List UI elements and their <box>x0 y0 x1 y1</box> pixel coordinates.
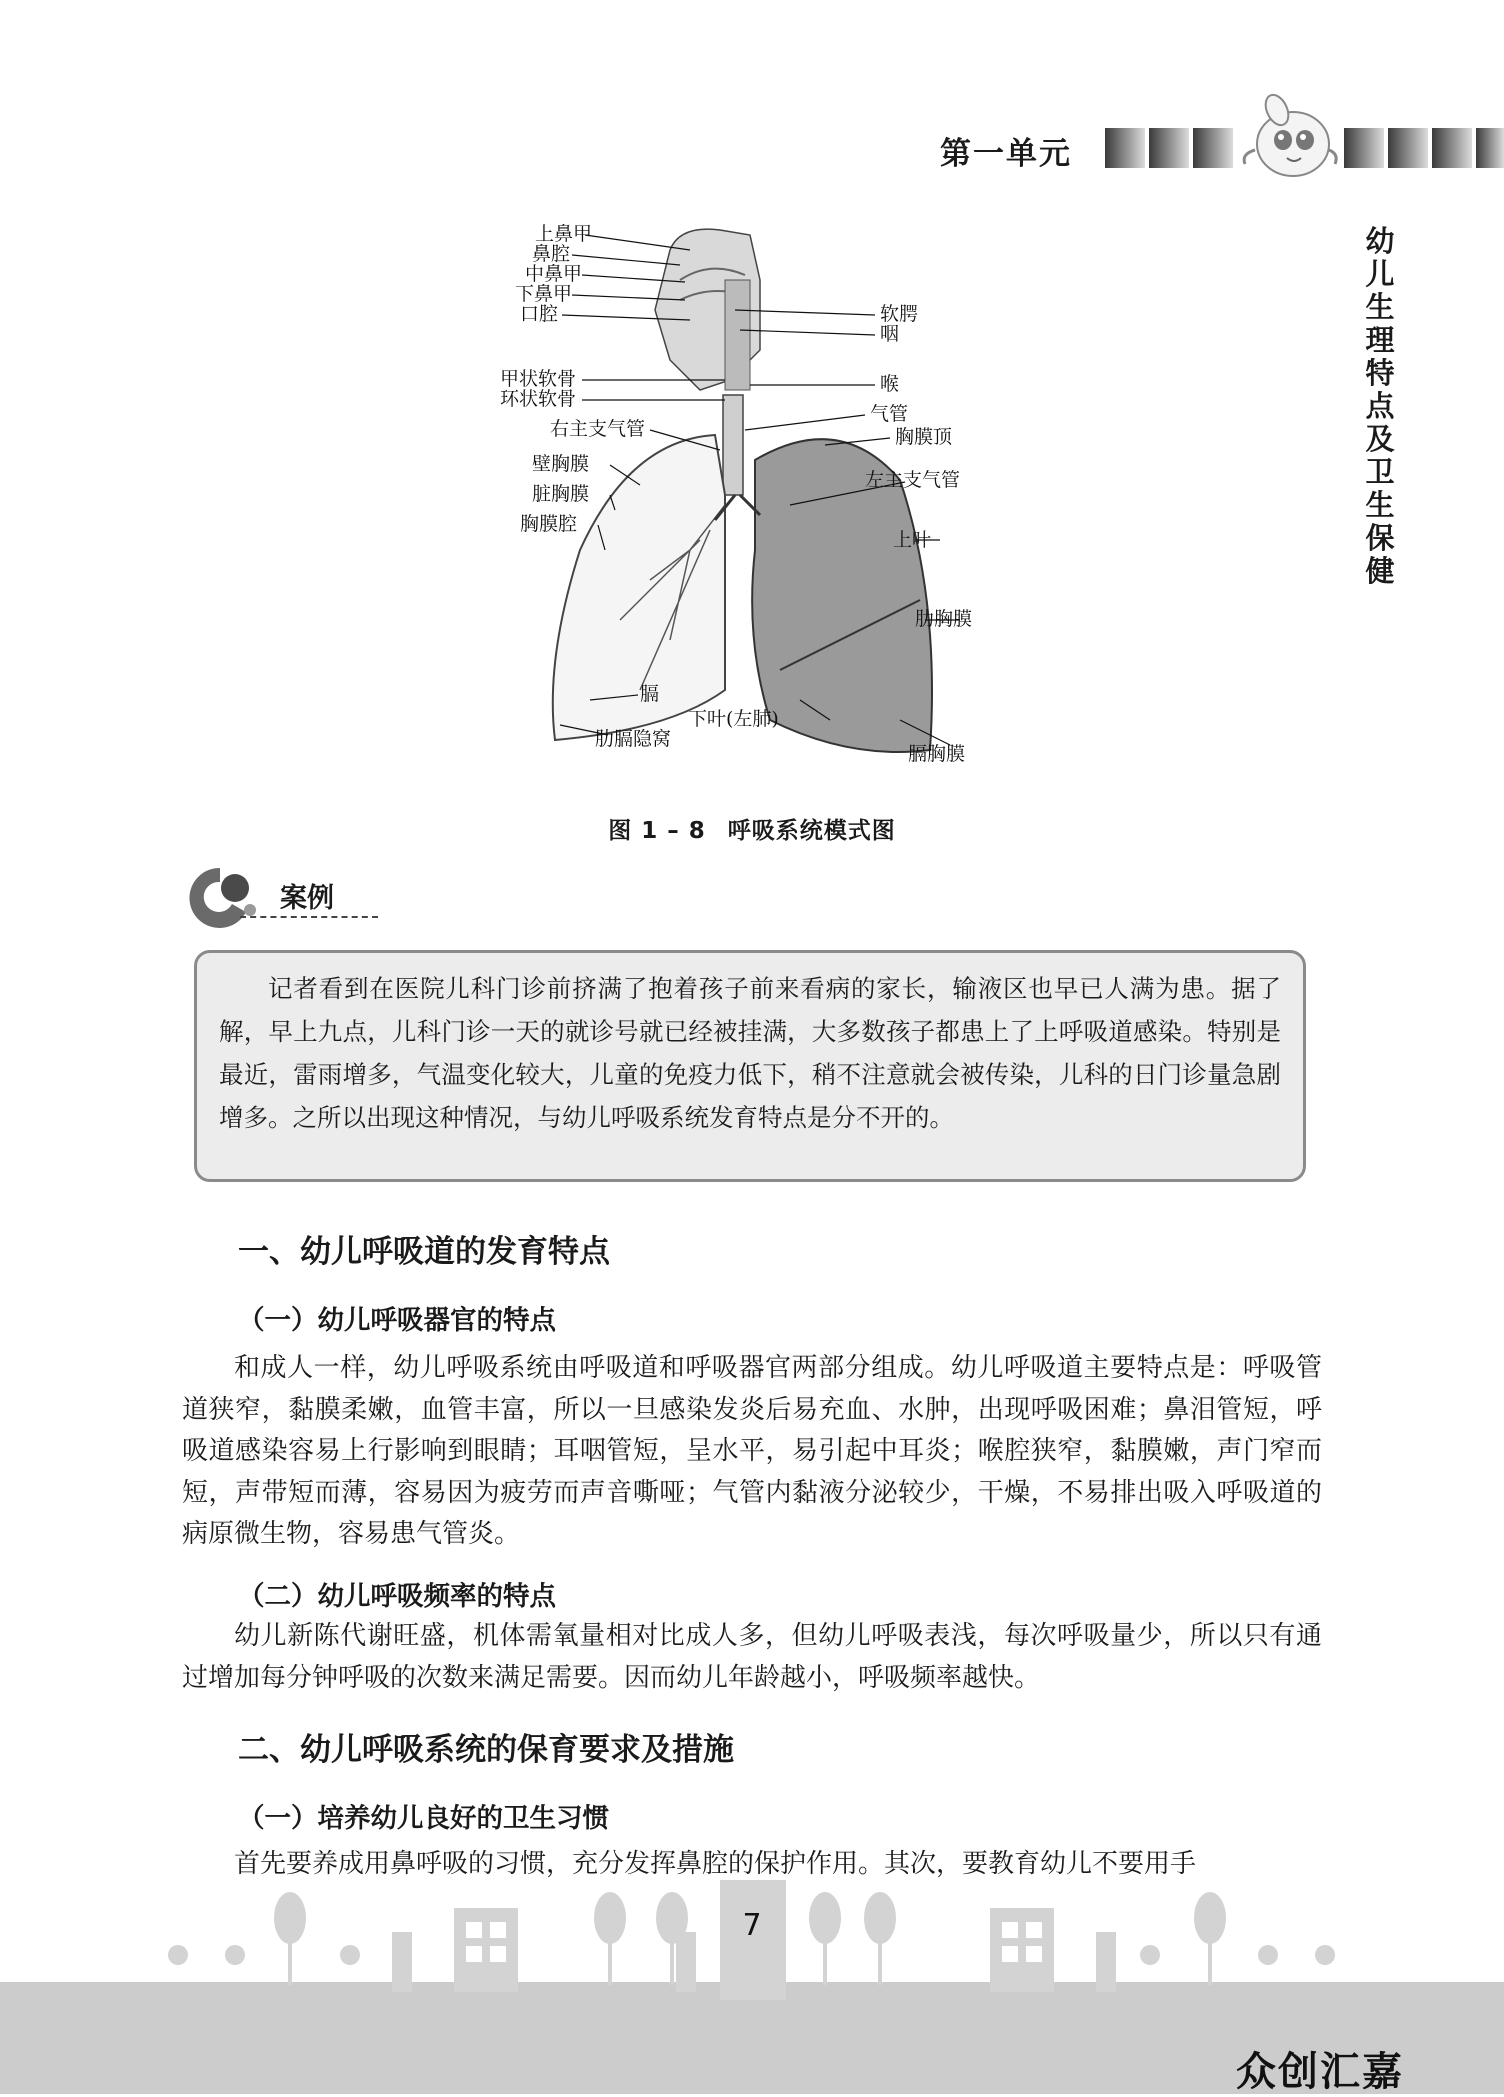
unit-title: 第一单元 <box>940 136 1072 172</box>
section-1-2-body <box>182 1616 1322 1699</box>
label-pleural-cupula: 胸膜顶 <box>895 426 953 448</box>
label-visceral-pleura: 脏胸膜 <box>532 483 590 505</box>
label-pleural-cavity: 胸膜腔 <box>520 513 578 535</box>
section-2-1-title: （一）培养幼儿良好的卫生习惯 <box>238 1803 609 1834</box>
label-oral-cavity: 口腔 <box>520 303 559 325</box>
label-soft-palate: 软腭 <box>880 303 919 325</box>
case-text: 记者看到在医院儿科门诊前挤满了抱着孩子前来看病的家长，输液区也早已人满为患。据了解，早上九点，儿科门诊一天的就诊号就已经被挂满，大多数孩子都患上了上呼吸道感染。特别是最近，雷雨增多，气温变化较大，儿童的免疫力低下，稍不注意就会被传染，儿科的日门诊量急剧增多。之所以出现这种情况，与幼儿呼吸系统发育特点是分不开的。 <box>219 974 1281 1132</box>
section-1-1-body <box>182 1348 1322 1556</box>
label-diaphragmatic-pleura: 膈胸膜 <box>908 743 966 765</box>
case-logo-icon <box>180 860 260 930</box>
label-cricoid-cartilage: 环状软骨 <box>500 388 577 410</box>
side-title <box>1360 225 1400 588</box>
respiratory-system-figure <box>500 220 980 785</box>
label-upper-turbinate: 上鼻甲 <box>535 223 593 245</box>
label-lower-turbinate: 下鼻甲 <box>515 283 573 305</box>
side-title-char: 保 <box>1365 521 1395 555</box>
side-title-char: 卫 <box>1365 455 1395 489</box>
side-title-char: 点 <box>1365 389 1395 423</box>
label-parietal-pleura: 壁胸膜 <box>532 453 590 475</box>
section-2-title: 二、幼儿呼吸系统的保育要求及措施 <box>238 1732 734 1768</box>
figure-caption-text: 呼吸系统模式图 <box>727 818 896 844</box>
section-1-title: 一、幼儿呼吸道的发育特点 <box>238 1234 610 1270</box>
label-upper-lobe: 上叶 <box>893 529 932 551</box>
label-costodiaphragmatic-recess: 肋膈隐窝 <box>595 728 672 750</box>
label-trachea: 气管 <box>870 403 909 425</box>
watermark: 众创汇嘉 <box>1236 2049 1404 2095</box>
side-title-char: 儿 <box>1365 257 1395 291</box>
case-label: 案例 <box>280 883 334 914</box>
side-title-char: 特 <box>1365 356 1395 390</box>
label-lower-lobe: 下叶(左肺) <box>688 708 779 730</box>
section-2-1-text: 首先要养成用鼻呼吸的习惯，充分发挥鼻腔的保护作用。其次，要教育幼儿不要用手 <box>234 1849 1197 1879</box>
label-larynx: 喉 <box>880 373 900 395</box>
case-box <box>194 950 1306 1182</box>
label-costal-pleura: 肋胸膜 <box>915 608 973 630</box>
label-thyroid-cartilage: 甲状软骨 <box>500 368 577 390</box>
figure-caption-number: 图 1 – 8 <box>608 818 706 844</box>
side-title-char: 生 <box>1365 290 1395 324</box>
figure-caption <box>0 812 1504 845</box>
side-title-char: 及 <box>1365 422 1395 456</box>
label-nasal-cavity: 鼻腔 <box>532 243 571 265</box>
page-number: 7 <box>742 1908 762 1943</box>
section-1-2-text: 幼儿新陈代谢旺盛，机体需氧量相对比成人多，但幼儿呼吸表浅，每次呼吸量少，所以只有通过增加每分钟呼吸的次数来满足需要。因而幼儿年龄越小，呼吸频率越快。 <box>182 1621 1322 1693</box>
mascot-icon <box>1235 92 1345 182</box>
case-divider <box>240 916 378 918</box>
label-right-bronchus: 右主支气管 <box>550 418 646 440</box>
side-title-char: 理 <box>1365 323 1395 357</box>
section-1-1-title: （一）幼儿呼吸器官的特点 <box>238 1305 556 1336</box>
label-diaphragm: 膈 <box>640 683 660 705</box>
label-middle-turbinate: 中鼻甲 <box>525 263 583 285</box>
side-title-char: 幼 <box>1365 224 1395 258</box>
side-title-char: 健 <box>1365 554 1395 588</box>
label-pharynx: 咽 <box>880 323 900 345</box>
section-1-1-text: 和成人一样，幼儿呼吸系统由呼吸道和呼吸器官两部分组成。幼儿呼吸道主要特点是：呼吸管道狭窄，黏膜柔嫩，血管丰富，所以一旦感染发炎后易充血、水肿，出现呼吸困难；鼻泪管短，呼吸道感染容易上行影响到眼睛；耳咽管短，呈水平，易引起中耳炎；喉腔狭窄，黏膜嫩，声门窄而短，声带短而薄，容易因为疲劳而声音嘶哑；气管内黏液分泌较少，干燥，不易排出吸入呼吸道的病原微生物，容易患气管炎。 <box>182 1353 1322 1549</box>
trachea-illustration <box>723 395 743 495</box>
label-left-bronchus: 左主支气管 <box>865 469 961 491</box>
side-title-char: 生 <box>1365 488 1395 522</box>
right-lung-illustration <box>553 435 725 740</box>
section-1-2-title: （二）幼儿呼吸频率的特点 <box>238 1581 556 1612</box>
